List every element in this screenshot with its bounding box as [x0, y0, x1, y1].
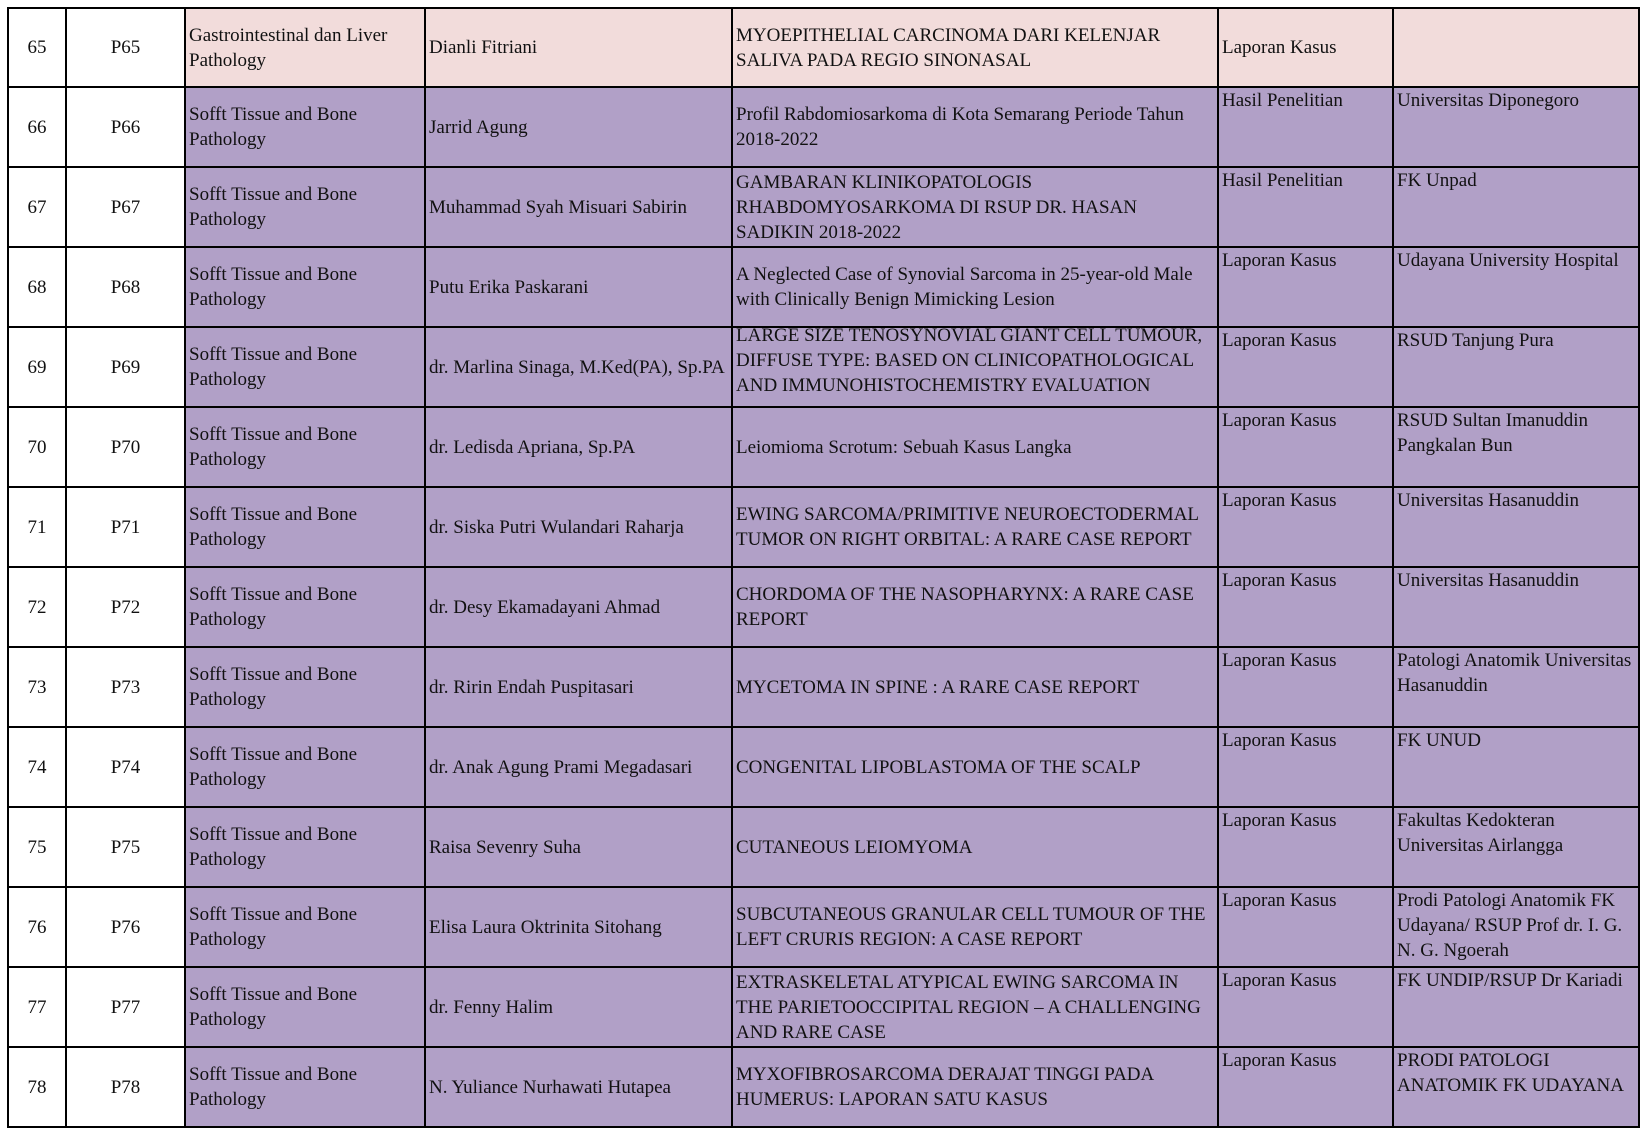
paper-type-text: Hasil Penelitian	[1222, 90, 1343, 111]
institution-cell	[1393, 327, 1639, 407]
topic-text: Sofft Tissue and Bone Pathology	[189, 904, 358, 950]
topic-text: Sofft Tissue and Bone Pathology	[189, 1064, 358, 1110]
institution-text: Fakultas Kedokteran Universitas Airlangga	[1397, 810, 1564, 856]
author-text: dr. Marlina Sinaga, M.Ked(PA), Sp.PA	[429, 356, 725, 378]
abstract-code-text: P67	[110, 196, 141, 218]
title-cell	[732, 567, 1218, 647]
row-number-cell	[8, 247, 66, 327]
institution-cell	[1393, 487, 1639, 567]
title-cell	[732, 167, 1218, 247]
topic-text: Gastrointestinal dan Liver Pathology	[189, 24, 388, 71]
abstract-code-cell	[66, 487, 185, 567]
paper-type-text: Laporan Kasus	[1222, 1050, 1337, 1071]
paper-type-cell	[1218, 1047, 1393, 1127]
abstract-code-cell	[66, 8, 185, 87]
topic-cell	[185, 887, 425, 967]
paper-type-cell	[1218, 327, 1393, 407]
abstract-code-text: P78	[110, 1076, 141, 1098]
institution-text: FK Unpad	[1397, 170, 1477, 191]
topic-text: Sofft Tissue and Bone Pathology	[189, 504, 358, 550]
topic-cell	[185, 567, 425, 647]
paper-type-cell	[1218, 8, 1393, 87]
table-row	[8, 967, 1639, 1047]
paper-type-cell	[1218, 87, 1393, 167]
author-text: dr. Ririn Endah Puspitasari	[429, 676, 634, 698]
table-row	[8, 1047, 1639, 1127]
paper-type-text: Laporan Kasus	[1222, 650, 1337, 671]
topic-cell	[185, 247, 425, 327]
row-number-text: 72	[27, 596, 47, 618]
paper-type-text: Laporan Kasus	[1222, 810, 1337, 831]
paper-type-cell	[1218, 247, 1393, 327]
topic-cell	[185, 647, 425, 727]
institution-text: RSUD Sultan Imanuddin Pangkalan Bun	[1397, 410, 1589, 456]
institution-text: Patologi Anatomik Universitas Hasanuddin	[1397, 650, 1632, 696]
paper-type-text: Laporan Kasus	[1222, 37, 1337, 58]
topic-text: Sofft Tissue and Bone Pathology	[189, 744, 358, 790]
author-text: dr. Anak Agung Prami Megadasari	[429, 756, 693, 778]
title-text: LARGE SIZE TENOSYNOVIAL GIANT CELL TUMOUR, DIFFUSE TYPE: BASED ON CLINICOPATHOLOGICAL AND IMMUNOHISTOCHEMISTRY EVALUATION	[736, 327, 1203, 396]
title-text: Leiomioma Scrotum: Sebuah Kasus Langka	[736, 436, 1072, 458]
row-number-cell	[8, 727, 66, 807]
table-row	[8, 8, 1639, 87]
title-text: MYCETOMA IN SPINE : A RARE CASE REPORT	[736, 676, 1140, 698]
abstract-code-text: P77	[110, 996, 141, 1018]
abstract-code-cell	[66, 87, 185, 167]
institution-text: Universitas Hasanuddin	[1397, 490, 1580, 511]
title-cell	[732, 407, 1218, 487]
row-number-text: 69	[27, 356, 47, 378]
row-number-text: 66	[27, 116, 47, 138]
author-cell	[425, 87, 732, 167]
author-text: dr. Ledisda Apriana, Sp.PA	[429, 436, 636, 458]
author-text: Muhammad Syah Misuari Sabirin	[429, 196, 688, 218]
author-cell	[425, 647, 732, 727]
author-text: Raisa Sevenry Suha	[429, 836, 581, 858]
row-number-text: 73	[27, 676, 47, 698]
paper-type-text: Laporan Kasus	[1222, 970, 1337, 991]
title-text: CONGENITAL LIPOBLASTOMA OF THE SCALP	[736, 756, 1141, 778]
institution-text: FK UNUD	[1397, 730, 1481, 751]
topic-cell	[185, 87, 425, 167]
institution-text: FK UNDIP/RSUP Dr Kariadi	[1397, 970, 1623, 991]
topic-cell	[185, 967, 425, 1047]
topic-text: Sofft Tissue and Bone Pathology	[189, 264, 358, 310]
table-row	[8, 807, 1639, 887]
row-number-text: 75	[27, 836, 47, 858]
author-text: dr. Fenny Halim	[429, 996, 554, 1018]
row-number-cell	[8, 647, 66, 727]
institution-cell	[1393, 87, 1639, 167]
author-cell	[425, 167, 732, 247]
paper-type-text: Laporan Kasus	[1222, 330, 1337, 351]
institution-text: Udayana University Hospital	[1397, 250, 1619, 271]
abstract-code-text: P74	[110, 756, 141, 778]
author-cell	[425, 807, 732, 887]
title-cell	[732, 8, 1218, 87]
abstract-code-cell	[66, 407, 185, 487]
row-number-cell	[8, 167, 66, 247]
author-text: Jarrid Agung	[429, 116, 528, 138]
abstract-code-text: P68	[110, 276, 141, 298]
author-text: dr. Desy Ekamadayani Ahmad	[429, 596, 661, 618]
table-body	[8, 8, 1639, 1127]
author-cell	[425, 487, 732, 567]
row-number-text: 74	[27, 756, 47, 778]
paper-type-text: Laporan Kasus	[1222, 890, 1337, 911]
title-text: CHORDOMA OF THE NASOPHARYNX: A RARE CASE REPORT	[736, 584, 1194, 630]
row-number-text: 67	[27, 196, 47, 218]
author-cell	[425, 247, 732, 327]
abstract-code-text: P66	[110, 116, 141, 138]
abstract-code-cell	[66, 967, 185, 1047]
abstract-code-cell	[66, 887, 185, 967]
abstract-code-text: P65	[110, 37, 141, 58]
topic-cell	[185, 407, 425, 487]
topic-text: Sofft Tissue and Bone Pathology	[189, 584, 358, 630]
topic-cell	[185, 1047, 425, 1127]
title-cell	[732, 1047, 1218, 1127]
topic-text: Sofft Tissue and Bone Pathology	[189, 104, 358, 150]
topic-cell	[185, 807, 425, 887]
abstract-code-cell	[66, 1047, 185, 1127]
paper-type-cell	[1218, 647, 1393, 727]
author-cell	[425, 727, 732, 807]
abstract-code-text: P73	[110, 676, 141, 698]
institution-text: RSUD Tanjung Pura	[1397, 330, 1554, 351]
author-text: Dianli Fitriani	[429, 37, 538, 58]
institution-cell	[1393, 8, 1639, 87]
title-cell	[732, 727, 1218, 807]
table-row	[8, 247, 1639, 327]
paper-type-text: Laporan Kasus	[1222, 730, 1337, 751]
paper-type-text: Hasil Penelitian	[1222, 170, 1343, 191]
title-text: CUTANEOUS LEIOMYOMA	[736, 836, 973, 858]
row-number-cell	[8, 327, 66, 407]
paper-type-cell	[1218, 807, 1393, 887]
topic-cell	[185, 8, 425, 87]
institution-text: PRODI PATOLOGI ANATOMIK FK UDAYANA	[1397, 1050, 1624, 1096]
institution-cell	[1393, 247, 1639, 327]
row-number-text: 65	[27, 37, 47, 58]
paper-type-text: Laporan Kasus	[1222, 250, 1337, 271]
table-row	[8, 327, 1639, 407]
topic-cell	[185, 487, 425, 567]
title-text: SUBCUTANEOUS GRANULAR CELL TUMOUR OF THE LEFT CRURIS REGION: A CASE REPORT	[736, 904, 1206, 950]
topic-text: Sofft Tissue and Bone Pathology	[189, 344, 358, 390]
abstract-code-cell	[66, 567, 185, 647]
title-cell	[732, 487, 1218, 567]
institution-cell	[1393, 647, 1639, 727]
paper-type-text: Laporan Kasus	[1222, 410, 1337, 431]
paper-type-cell	[1218, 407, 1393, 487]
author-cell	[425, 887, 732, 967]
row-number-text: 76	[27, 916, 47, 938]
institution-cell	[1393, 807, 1639, 887]
title-cell	[732, 967, 1218, 1047]
author-text: Elisa Laura Oktrinita Sitohang	[429, 916, 662, 938]
row-number-text: 70	[27, 436, 47, 458]
row-number-cell	[8, 1047, 66, 1127]
institution-cell	[1393, 887, 1639, 967]
table-row	[8, 487, 1639, 567]
paper-type-cell	[1218, 727, 1393, 807]
abstract-code-text: P72	[110, 596, 141, 618]
abstract-code-text: P71	[110, 516, 141, 538]
topic-cell	[185, 327, 425, 407]
row-number-cell	[8, 567, 66, 647]
abstract-code-text: P69	[110, 356, 141, 378]
author-cell	[425, 567, 732, 647]
topic-text: Sofft Tissue and Bone Pathology	[189, 824, 358, 870]
topic-cell	[185, 727, 425, 807]
topic-text: Sofft Tissue and Bone Pathology	[189, 664, 358, 710]
table-row	[8, 407, 1639, 487]
title-cell	[732, 247, 1218, 327]
table-row	[8, 167, 1639, 247]
title-cell	[732, 327, 1218, 407]
abstract-code-cell	[66, 247, 185, 327]
author-cell	[425, 327, 732, 407]
row-number-cell	[8, 887, 66, 967]
row-number-text: 71	[27, 516, 47, 538]
title-text: MYOEPITHELIAL CARCINOMA DARI KELENJAR SALIVA PADA REGIO SINONASAL	[736, 24, 1161, 71]
author-cell	[425, 967, 732, 1047]
row-number-cell	[8, 967, 66, 1047]
title-text: A Neglected Case of Synovial Sarcoma in 25-year-old Male with Clinically Benign Mimicking Lesion	[736, 264, 1193, 310]
table-row	[8, 87, 1639, 167]
row-number-text: 77	[27, 996, 47, 1018]
title-cell	[732, 647, 1218, 727]
paper-type-cell	[1218, 967, 1393, 1047]
paper-type-text: Laporan Kasus	[1222, 490, 1337, 511]
row-number-cell	[8, 407, 66, 487]
title-cell	[732, 887, 1218, 967]
abstract-code-cell	[66, 167, 185, 247]
author-text: N. Yuliance Nurhawati Hutapea	[429, 1076, 671, 1098]
abstract-list-table	[7, 7, 1640, 1128]
topic-text: Sofft Tissue and Bone Pathology	[189, 424, 358, 470]
paper-type-cell	[1218, 167, 1393, 247]
title-cell	[732, 87, 1218, 167]
institution-text: Prodi Patologi Anatomik FK Udayana/ RSUP Prof dr. I. G. N. G. Ngoerah	[1397, 890, 1623, 961]
institution-cell	[1393, 567, 1639, 647]
row-number-cell	[8, 807, 66, 887]
author-cell	[425, 8, 732, 87]
institution-cell	[1393, 407, 1639, 487]
author-cell	[425, 1047, 732, 1127]
row-number-cell	[8, 8, 66, 87]
paper-type-cell	[1218, 887, 1393, 967]
paper-type-text: Laporan Kasus	[1222, 570, 1337, 591]
institution-cell	[1393, 167, 1639, 247]
row-number-cell	[8, 487, 66, 567]
topic-cell	[185, 167, 425, 247]
table-row	[8, 727, 1639, 807]
title-cell	[732, 807, 1218, 887]
institution-cell	[1393, 727, 1639, 807]
institution-cell	[1393, 1047, 1639, 1127]
abstract-code-text: P70	[110, 436, 141, 458]
abstract-code-cell	[66, 727, 185, 807]
topic-text: Sofft Tissue and Bone Pathology	[189, 184, 358, 230]
abstract-code-text: P75	[110, 836, 141, 858]
paper-type-cell	[1218, 567, 1393, 647]
title-text: GAMBARAN KLINIKOPATOLOGIS RHABDOMYOSARKOMA DI RSUP DR. HASAN SADIKIN 2018-2022	[736, 171, 1138, 243]
institution-text: Universitas Diponegoro	[1397, 90, 1580, 111]
title-text: EWING SARCOMA/PRIMITIVE NEUROECTODERMAL TUMOR ON RIGHT ORBITAL: A RARE CASE REPORT	[736, 504, 1199, 550]
row-number-cell	[8, 87, 66, 167]
paper-type-cell	[1218, 487, 1393, 567]
title-text: EXTRASKELETAL ATYPICAL EWING SARCOMA IN THE PARIETOOCCIPITAL REGION – A CHALLENGING AND RARE CASE	[736, 971, 1201, 1043]
abstract-code-cell	[66, 807, 185, 887]
table-row	[8, 887, 1639, 967]
topic-text: Sofft Tissue and Bone Pathology	[189, 984, 358, 1030]
author-cell	[425, 407, 732, 487]
table-row	[8, 567, 1639, 647]
abstract-code-cell	[66, 327, 185, 407]
row-number-text: 68	[27, 276, 47, 298]
institution-text: Universitas Hasanuddin	[1397, 570, 1580, 591]
title-text: Profil Rabdomiosarkoma di Kota Semarang Periode Tahun 2018-2022	[736, 104, 1184, 150]
author-text: Putu Erika Paskarani	[429, 276, 589, 298]
institution-cell	[1393, 967, 1639, 1047]
row-number-text: 78	[27, 1076, 47, 1098]
abstract-code-text: P76	[110, 916, 141, 938]
table-row	[8, 647, 1639, 727]
abstract-code-cell	[66, 647, 185, 727]
author-text: dr. Siska Putri Wulandari Raharja	[429, 516, 684, 538]
title-text: MYXOFIBROSARCOMA DERAJAT TINGGI PADA HUMERUS: LAPORAN SATU KASUS	[736, 1064, 1154, 1110]
